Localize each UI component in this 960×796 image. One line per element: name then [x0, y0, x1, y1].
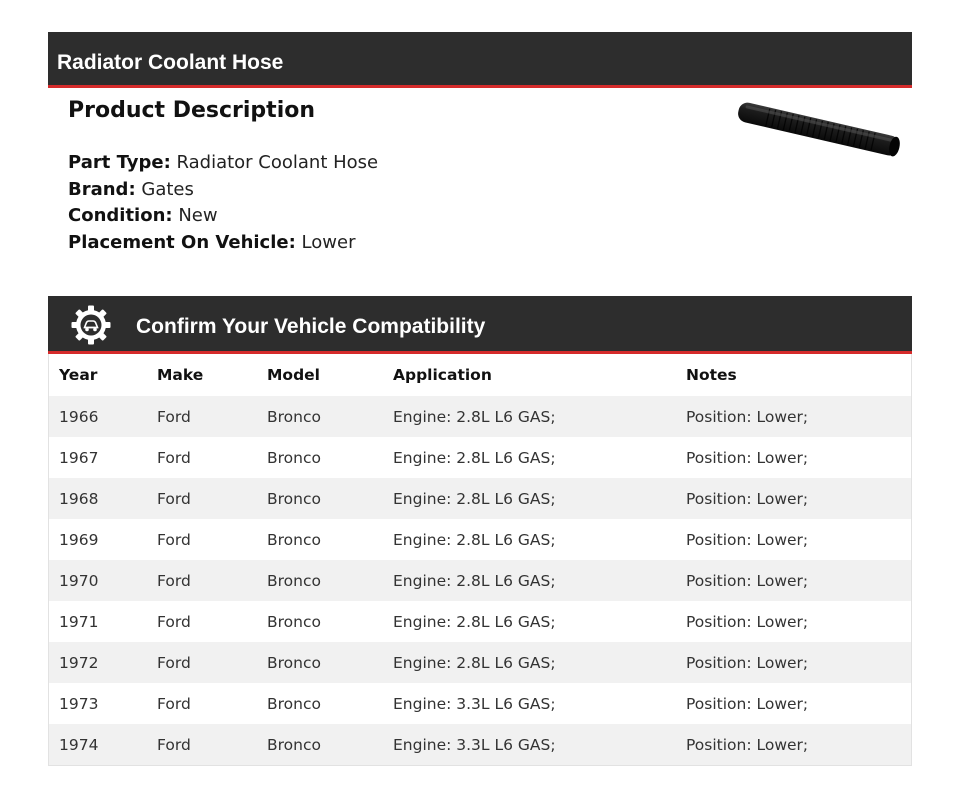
- table-row: [49, 601, 911, 642]
- cell-make: Ford: [147, 478, 257, 519]
- spec-row-part-type: [68, 150, 378, 177]
- cell-notes: Position: Lower;: [676, 560, 911, 601]
- spec-row-brand: [68, 177, 378, 204]
- cell-application: Engine: 2.8L L6 GAS;: [383, 396, 676, 437]
- spec-row-placement: [68, 230, 378, 257]
- cell-make: Ford: [147, 437, 257, 478]
- cell-notes: Position: Lower;: [676, 396, 911, 437]
- compatibility-table: [49, 354, 911, 765]
- cell-model: Bronco: [257, 437, 383, 478]
- table-row: [49, 519, 911, 560]
- spec-row-condition: [68, 203, 378, 230]
- cell-notes: Position: Lower;: [676, 683, 911, 724]
- cell-model: Bronco: [257, 724, 383, 765]
- spec-label: Part Type:: [68, 152, 171, 173]
- cell-notes: Position: Lower;: [676, 519, 911, 560]
- spec-label: Placement On Vehicle:: [68, 231, 296, 253]
- cell-year: 1969: [49, 519, 147, 560]
- cell-make: Ford: [147, 642, 257, 683]
- cell-application: Engine: 2.8L L6 GAS;: [383, 601, 676, 642]
- spec-value: Gates: [141, 178, 194, 200]
- cell-notes: Position: Lower;: [676, 437, 911, 478]
- cell-year: 1971: [49, 601, 147, 642]
- cell-make: Ford: [147, 396, 257, 437]
- cell-application: Engine: 2.8L L6 GAS;: [383, 642, 676, 683]
- cell-application: Engine: 2.8L L6 GAS;: [383, 478, 676, 519]
- cell-model: Bronco: [257, 396, 383, 437]
- cell-application: Engine: 2.8L L6 GAS;: [383, 519, 676, 560]
- cell-notes: Position: Lower;: [676, 642, 911, 683]
- table-row: [49, 478, 911, 519]
- cell-make: Ford: [147, 519, 257, 560]
- description-heading: Product Description: [68, 98, 316, 123]
- cell-application: Engine: 2.8L L6 GAS;: [383, 437, 676, 478]
- spec-value: Radiator Coolant Hose: [176, 152, 379, 173]
- table-row: [49, 683, 911, 724]
- gear-car-icon: [70, 304, 112, 346]
- cell-make: Ford: [147, 724, 257, 765]
- cell-application: Engine: 3.3L L6 GAS;: [383, 724, 676, 765]
- spec-value: Lower: [301, 231, 356, 253]
- column-header-year: Year: [59, 366, 98, 384]
- cell-application: Engine: 3.3L L6 GAS;: [383, 683, 676, 724]
- cell-year: 1972: [49, 642, 147, 683]
- column-header-make: Make: [157, 366, 204, 384]
- cell-model: Bronco: [257, 683, 383, 724]
- column-header-notes: Notes: [686, 366, 737, 384]
- cell-year: 1974: [49, 724, 147, 765]
- cell-notes: Position: Lower;: [676, 601, 911, 642]
- cell-make: Ford: [147, 560, 257, 601]
- cell-model: Bronco: [257, 601, 383, 642]
- compatibility-table-container: [48, 354, 912, 766]
- column-header-application: Application: [393, 366, 492, 384]
- table-row: [49, 560, 911, 601]
- spec-value: New: [178, 205, 218, 226]
- cell-year: 1968: [49, 478, 147, 519]
- table-row: [49, 724, 911, 765]
- table-row: [49, 642, 911, 683]
- table-row: [49, 396, 911, 437]
- cell-make: Ford: [147, 601, 257, 642]
- cell-model: Bronco: [257, 560, 383, 601]
- table-row: [49, 437, 911, 478]
- spec-list: [68, 150, 378, 256]
- radiator-hose-image[interactable]: [728, 96, 908, 166]
- spec-label: Condition:: [68, 205, 173, 226]
- column-header-model: Model: [267, 366, 320, 384]
- cell-year: 1966: [49, 396, 147, 437]
- cell-model: Bronco: [257, 519, 383, 560]
- compatibility-title: Confirm Your Vehicle Compatibility: [136, 315, 486, 338]
- cell-year: 1973: [49, 683, 147, 724]
- cell-year: 1970: [49, 560, 147, 601]
- table-header-row: [49, 354, 911, 396]
- cell-model: Bronco: [257, 478, 383, 519]
- cell-application: Engine: 2.8L L6 GAS;: [383, 560, 676, 601]
- title-bar: [48, 32, 912, 88]
- cell-notes: Position: Lower;: [676, 724, 911, 765]
- spec-label: Brand:: [68, 178, 136, 200]
- cell-make: Ford: [147, 683, 257, 724]
- compatibility-bar: [48, 296, 912, 354]
- cell-model: Bronco: [257, 642, 383, 683]
- product-title: Radiator Coolant Hose: [57, 51, 284, 74]
- cell-notes: Position: Lower;: [676, 478, 911, 519]
- cell-year: 1967: [49, 437, 147, 478]
